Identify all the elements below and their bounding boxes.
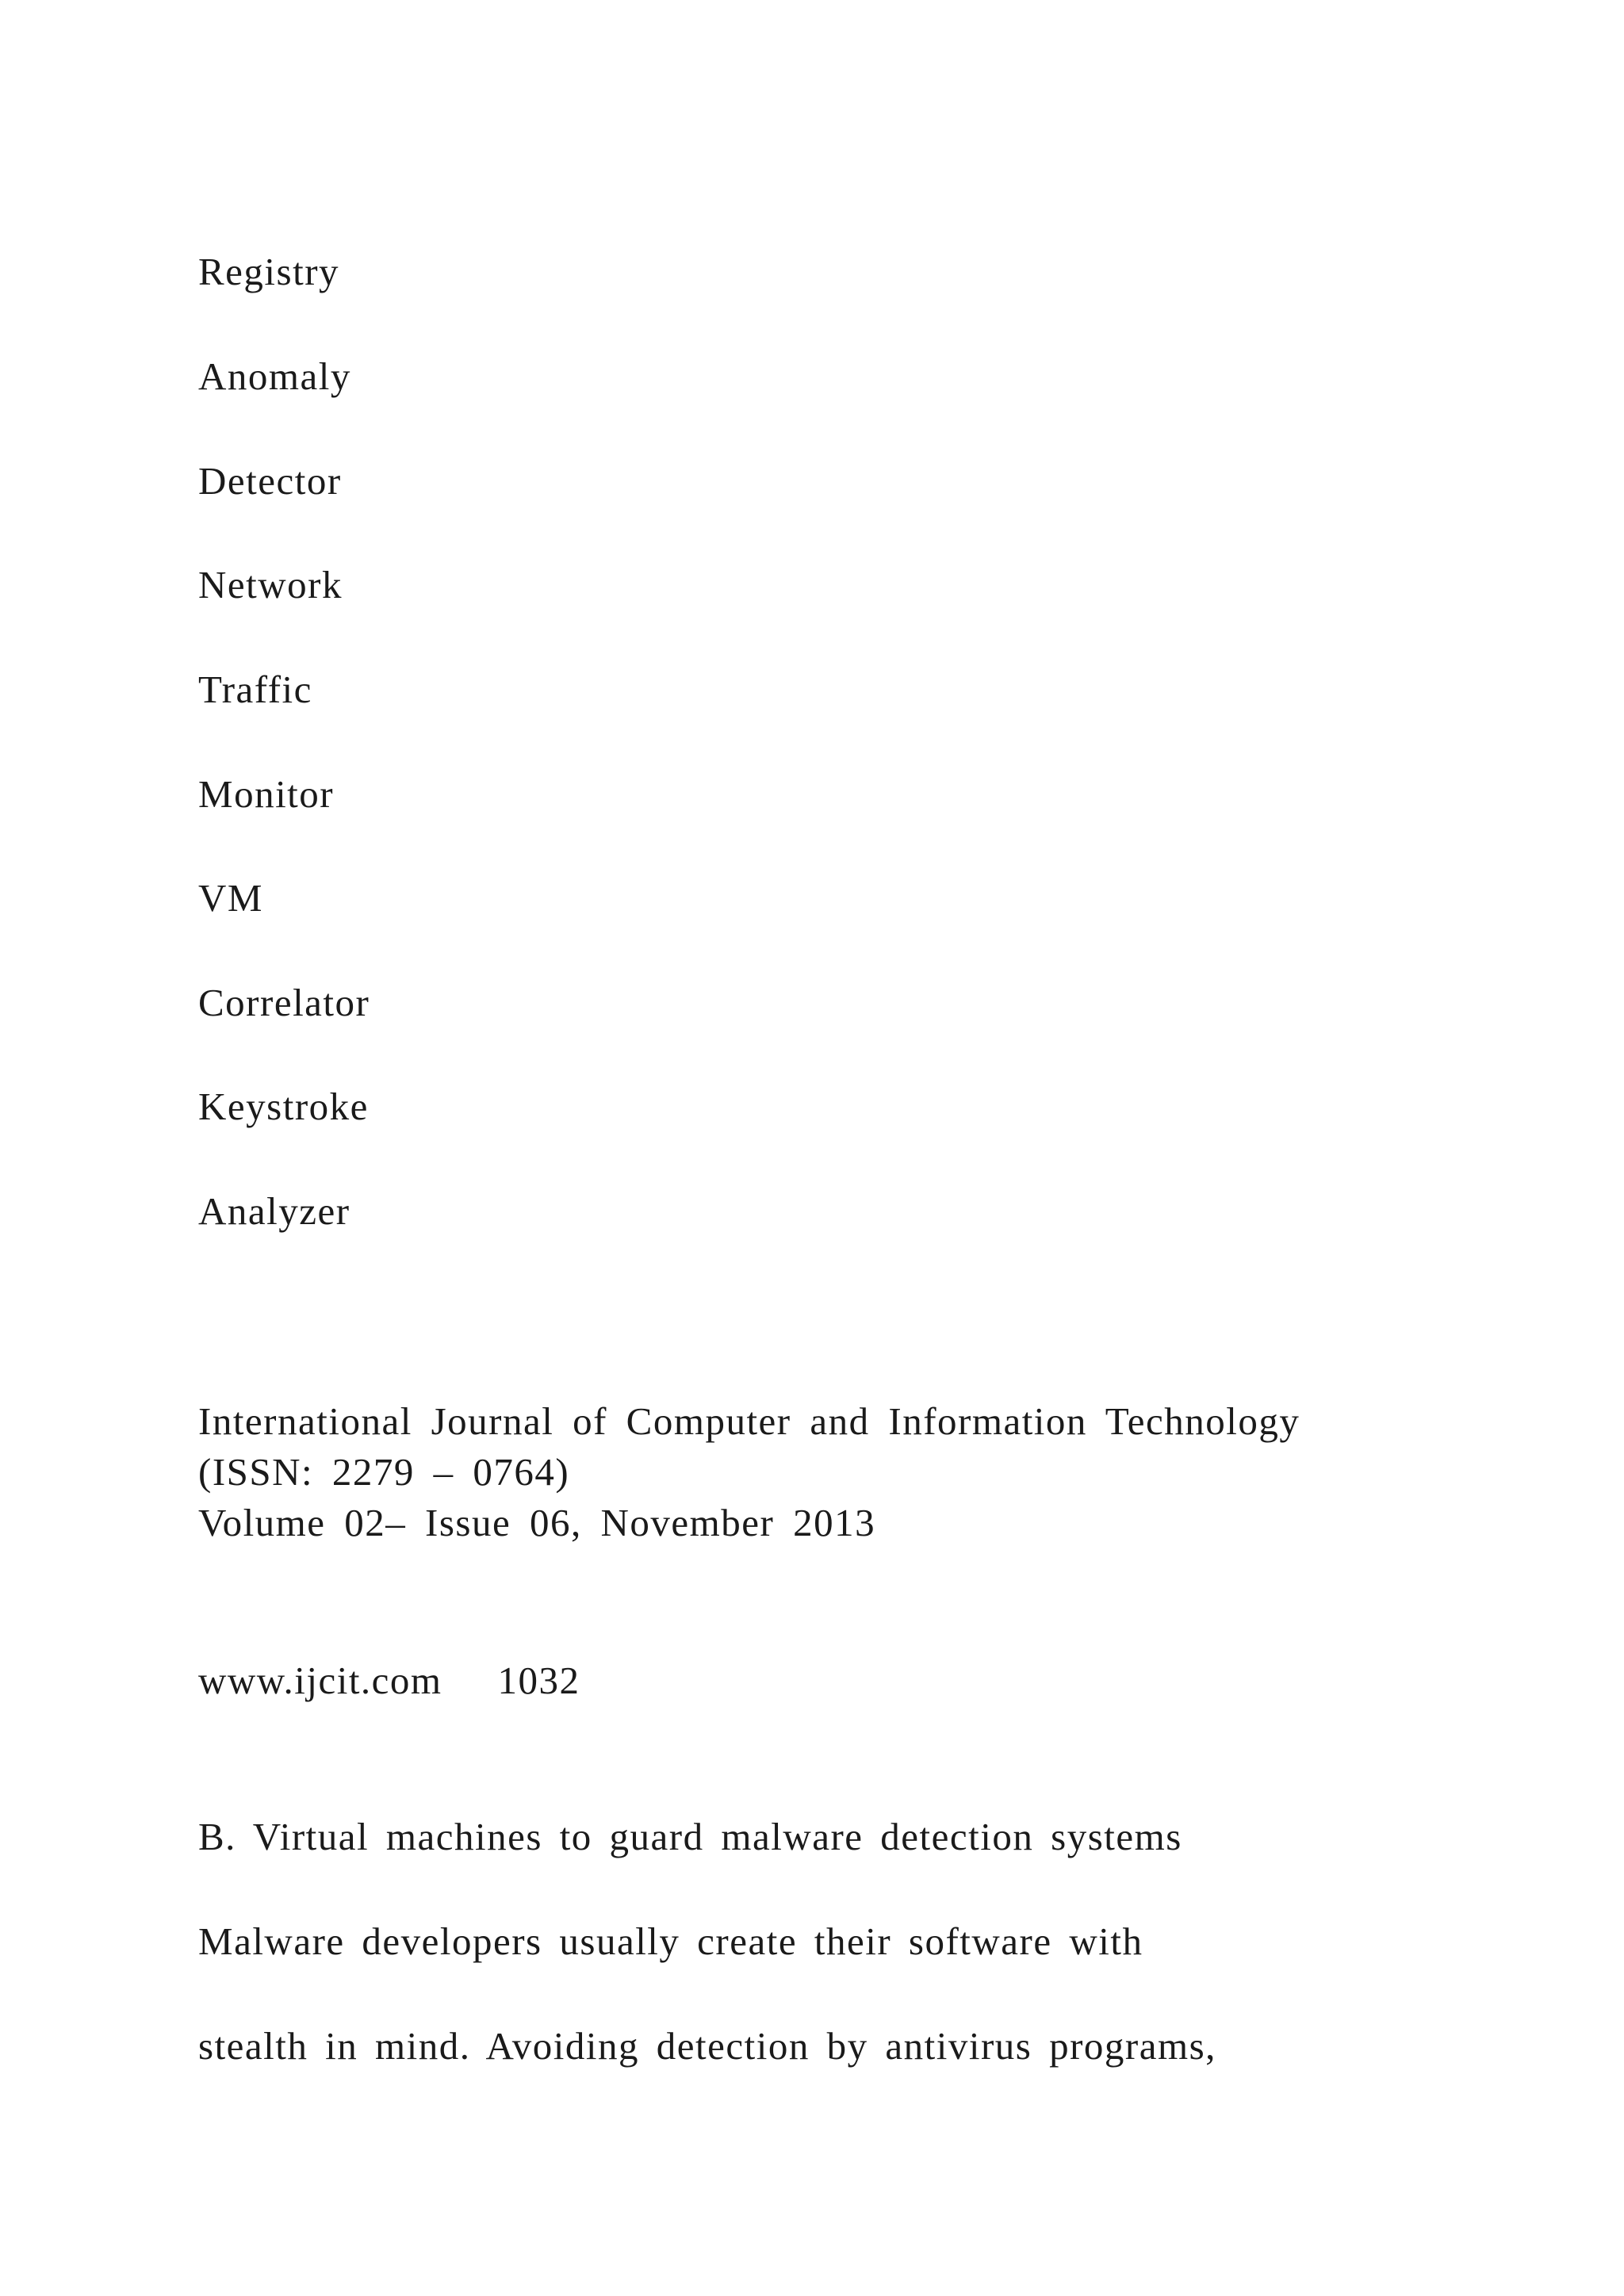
section-heading: B. Virtual machines to guard malware detection systems — [198, 1815, 1182, 1858]
label-correlator: Correlator — [198, 981, 370, 1024]
journal-issn: (ISSN: 2279 – 0764) — [198, 1450, 570, 1494]
website-link[interactable]: www.ijcit.com — [198, 1659, 442, 1702]
label-network: Network — [198, 563, 343, 607]
journal-name: International Journal of Computer and Information Technology — [198, 1399, 1300, 1443]
label-traffic: Traffic — [198, 668, 312, 711]
label-keystroke: Keystroke — [198, 1085, 369, 1128]
paragraph-line-2: stealth in mind. Avoiding detection by antivirus programs, — [198, 2024, 1216, 2068]
label-monitor: Monitor — [198, 772, 335, 816]
footer-line — [198, 1657, 580, 1705]
page-number: 1032 — [497, 1659, 580, 1702]
paragraph-line-1: Malware developers usually create their software with — [198, 1919, 1143, 1963]
label-vm: VM — [198, 876, 263, 920]
label-detector: Detector — [198, 459, 342, 503]
label-anomaly: Anomaly — [198, 354, 351, 398]
label-registry: Registry — [198, 250, 340, 293]
journal-volume: Volume 02– Issue 06, November 2013 — [198, 1501, 876, 1544]
label-analyzer: Analyzer — [198, 1189, 350, 1233]
